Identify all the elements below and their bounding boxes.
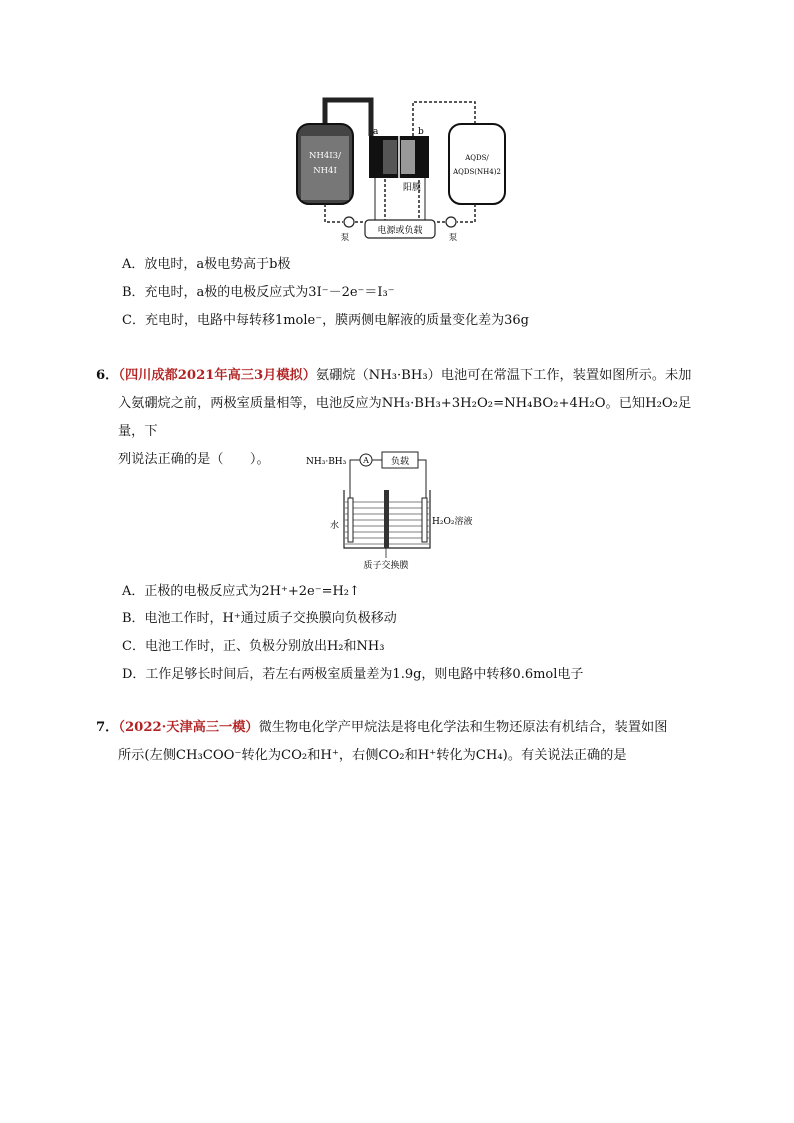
q6-option-b: B．电池工作时，H⁺通过质子交换膜向负极移动 [122, 611, 397, 626]
q6-option-a: A．正极的电极反应式为2H⁺+2e⁻=H₂↑ [122, 584, 360, 599]
q5-option-b: B．充电时，a极的电极反应式为3I⁻－2e⁻＝I₃⁻ [122, 285, 395, 300]
question-6-stem: 6．（四川成都2021年高三3月模拟）氨硼烷（NH₃·BH₃）电池可在常温下工作，装置如图所示。未加 入氨硼烷之前，两极室质量相等，电池反应为NH₃·BH₃+3H₂O₂=NH₄BO₂+4H₂O。已知H₂O₂足量，下 列说法正确的是（ ）。 [96, 368, 692, 467]
svg-text:阳膜: 阳膜 [403, 183, 422, 193]
flow-battery-figure [285, 94, 515, 242]
proton-membrane [384, 490, 389, 548]
svg-text:NH4I: NH4I [313, 166, 337, 176]
svg-text:AQDS/: AQDS/ [465, 154, 489, 162]
q5-option-a: A．放电时，a极电势高于b极 [122, 257, 291, 272]
left-pump-icon [344, 217, 354, 227]
question-7-stem: 7．（2022·天津高三一模）微生物电化学产甲烷法是将电化学法和生物还原法有机结合，装置如图 所示(左侧CH₃COO⁻转化为CO₂和H⁺，右侧CO₂和H⁺转化为CH₄)。有关说法正确的是 [96, 720, 668, 763]
q5-option-c: C．充电时，电路中每转移1mole⁻，膜两侧电解液的质量变化差为36g [122, 313, 529, 328]
ammonia-borane-cell-figure [300, 450, 500, 570]
svg-text:NH4I3/: NH4I3/ [309, 151, 341, 161]
svg-text:AQDS(NH4)2: AQDS(NH4)2 [453, 168, 501, 176]
svg-text:NH₃·BH₃: NH₃·BH₃ [306, 457, 347, 467]
svg-text:负载: 负载 [390, 457, 410, 467]
left-electrode [348, 498, 353, 542]
svg-text:H₂O₂溶液: H₂O₂溶液 [432, 517, 473, 527]
svg-text:a: a [373, 127, 379, 137]
right-electrode [422, 498, 427, 542]
right-tank [449, 124, 505, 204]
q6-option-d: D．工作足够长时间后，若左右两极室质量差为1.9g，则电路中转移0.6mol电子 [122, 667, 584, 682]
svg-text:泵: 泵 [340, 233, 350, 242]
svg-text:b: b [418, 127, 424, 137]
svg-text:电源或负载: 电源或负载 [377, 226, 423, 236]
svg-text:水: 水 [330, 521, 340, 531]
svg-text:泵: 泵 [448, 233, 458, 242]
q6-option-c: C．电池工作时，正、负极分别放出H₂和NH₃ [122, 639, 385, 654]
right-pump-icon [446, 217, 456, 227]
svg-text:质子交换膜: 质子交换膜 [363, 561, 409, 570]
svg-text:A: A [363, 456, 369, 465]
